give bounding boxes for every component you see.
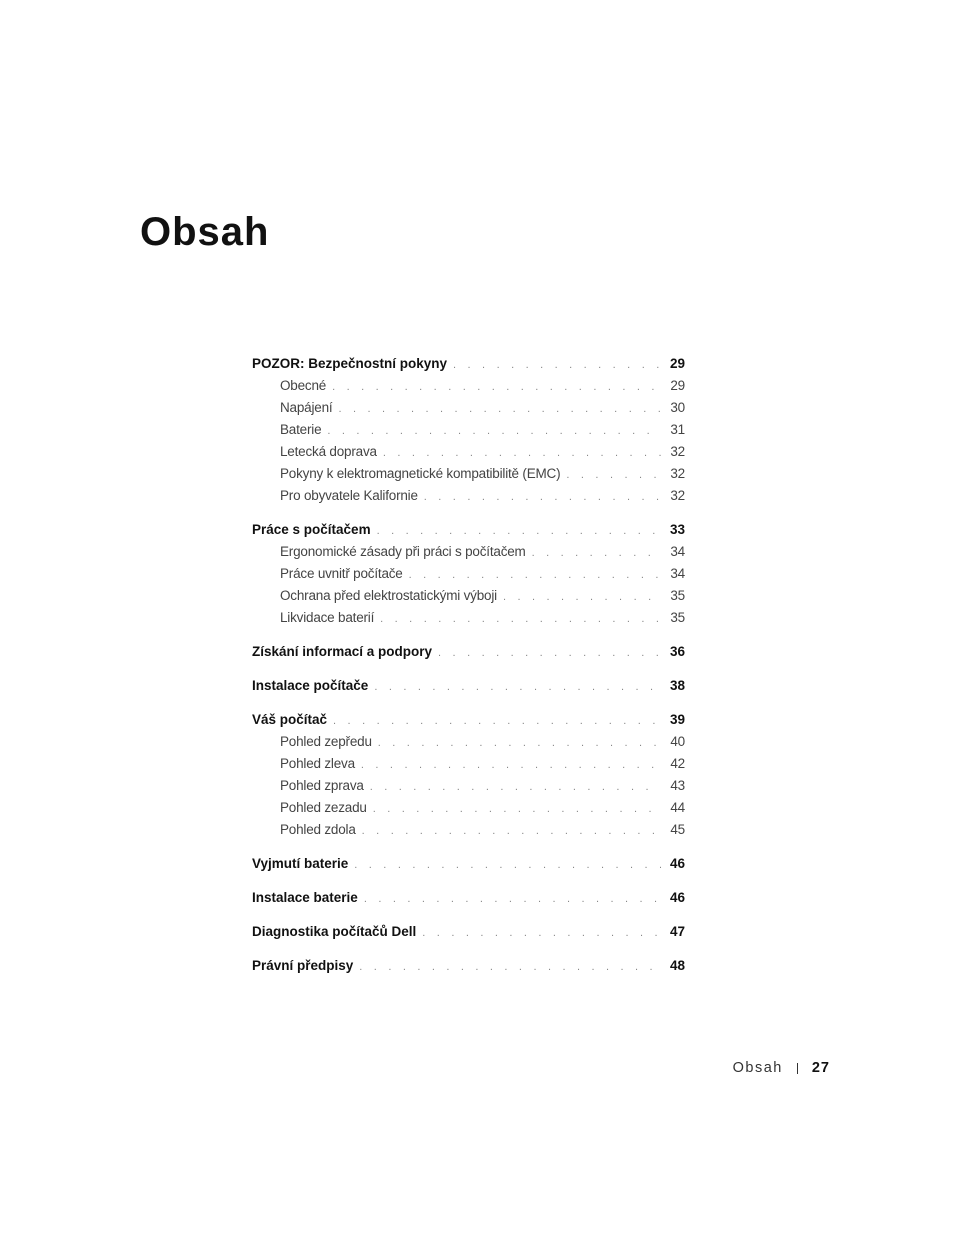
toc-entry-label: Pokyny k elektromagnetické kompatibilitě (EMC): [280, 466, 561, 481]
footer-separator: [797, 1063, 798, 1074]
toc-entry-minor[interactable]: [252, 441, 685, 463]
dot-leader: [409, 564, 661, 586]
toc-entry-page-number: 44: [670, 800, 685, 815]
toc-entry-minor[interactable]: [252, 731, 685, 753]
dot-leader: [377, 520, 661, 542]
toc-entry-page-number: 39: [669, 712, 685, 727]
dot-leader: [503, 586, 661, 608]
page-title: Obsah: [140, 210, 270, 254]
toc-section: [252, 887, 685, 909]
toc-entry-page-number: 29: [670, 378, 685, 393]
dot-leader: [383, 442, 661, 464]
toc-entry-page-number: 38: [669, 678, 685, 693]
toc-section: [252, 921, 685, 943]
toc-entry-major[interactable]: [252, 887, 685, 909]
toc-entry-minor[interactable]: [252, 397, 685, 419]
toc-entry-label: Pohled zprava: [280, 778, 364, 793]
dot-leader: [327, 420, 661, 442]
toc-entry-page-number: 33: [669, 522, 685, 537]
toc-entry-label: Ochrana před elektrostatickými výboji: [280, 588, 497, 603]
toc-entry-minor[interactable]: [252, 563, 685, 585]
toc-section: [252, 519, 685, 629]
toc-entry-page-number: 32: [670, 488, 685, 503]
dot-leader: [333, 710, 661, 732]
toc-entry-major[interactable]: [252, 853, 685, 875]
toc-entry-major[interactable]: [252, 955, 685, 977]
toc-entry-minor[interactable]: [252, 375, 685, 397]
toc-entry-page-number: 30: [670, 400, 685, 415]
toc-entry-label: Práce uvnitř počítače: [280, 566, 403, 581]
toc-entry-minor[interactable]: [252, 607, 685, 629]
toc-entry-page-number: 46: [669, 856, 685, 871]
dot-leader: [374, 676, 661, 698]
toc-entry-page-number: 45: [670, 822, 685, 837]
toc-entry-minor[interactable]: [252, 463, 685, 485]
toc-entry-minor[interactable]: [252, 753, 685, 775]
toc-entry-label: Diagnostika počítačů Dell: [252, 924, 417, 939]
toc-entry-label: Ergonomické zásady při práci s počítačem: [280, 544, 526, 559]
toc-entry-page-number: 35: [670, 588, 685, 603]
toc-entry-label: Pohled zleva: [280, 756, 355, 771]
toc-entry-label: Instalace počítače: [252, 678, 369, 693]
toc-entry-label: Baterie: [280, 422, 322, 437]
toc-entry-page-number: 31: [670, 422, 685, 437]
dot-leader: [373, 798, 661, 820]
toc-entry-major[interactable]: [252, 921, 685, 943]
table-of-contents: [252, 353, 685, 989]
dot-leader: [422, 922, 661, 944]
toc-entry-page-number: 34: [670, 566, 685, 581]
dot-leader: [362, 820, 661, 842]
toc-entry-label: Získání informací a podpory: [252, 644, 433, 659]
toc-entry-label: Napájení: [280, 400, 333, 415]
dot-leader: [332, 376, 661, 398]
dot-leader: [438, 642, 661, 664]
toc-section: [252, 709, 685, 841]
dot-leader: [566, 464, 661, 486]
dot-leader: [424, 486, 661, 508]
toc-section: [252, 675, 685, 697]
footer-page-number: 27: [811, 1060, 830, 1076]
dot-leader: [364, 888, 661, 910]
toc-entry-label: Pohled zepředu: [280, 734, 372, 749]
toc-entry-label: Právní předpisy: [252, 958, 354, 973]
footer-section-label: Obsah: [732, 1060, 783, 1076]
toc-entry-minor[interactable]: [252, 541, 685, 563]
toc-section: [252, 955, 685, 977]
toc-entry-minor[interactable]: [252, 819, 685, 841]
toc-entry-page-number: 36: [669, 644, 685, 659]
toc-entry-page-number: 48: [669, 958, 685, 973]
toc-entry-major[interactable]: [252, 709, 685, 731]
dot-leader: [532, 542, 661, 564]
dot-leader: [361, 754, 661, 776]
dot-leader: [338, 398, 661, 420]
toc-section: [252, 641, 685, 663]
toc-entry-major[interactable]: [252, 675, 685, 697]
toc-entry-label: Obecné: [280, 378, 327, 393]
toc-entry-label: Váš počítač: [252, 712, 328, 727]
toc-entry-minor[interactable]: [252, 797, 685, 819]
dot-leader: [453, 354, 661, 376]
toc-entry-minor[interactable]: [252, 775, 685, 797]
toc-entry-page-number: 29: [669, 356, 685, 371]
toc-entry-label: Práce s počítačem: [252, 522, 371, 537]
toc-entry-page-number: 32: [670, 444, 685, 459]
toc-entry-label: POZOR: Bezpečnostní pokyny: [252, 356, 448, 371]
toc-entry-major[interactable]: [252, 519, 685, 541]
toc-entry-label: Pro obyvatele Kalifornie: [280, 488, 418, 503]
dot-leader: [354, 854, 661, 876]
dot-leader: [380, 608, 661, 630]
toc-entry-page-number: 34: [670, 544, 685, 559]
toc-entry-label: Letecká doprava: [280, 444, 377, 459]
dot-leader: [378, 732, 661, 754]
toc-entry-page-number: 43: [670, 778, 685, 793]
toc-entry-major[interactable]: [252, 641, 685, 663]
toc-entry-minor[interactable]: [252, 585, 685, 607]
toc-entry-label: Pohled zdola: [280, 822, 356, 837]
toc-entry-major[interactable]: [252, 353, 685, 375]
toc-entry-page-number: 35: [670, 610, 685, 625]
toc-entry-minor[interactable]: [252, 485, 685, 507]
toc-entry-page-number: 40: [670, 734, 685, 749]
dot-leader: [359, 956, 661, 978]
dot-leader: [370, 776, 661, 798]
page-footer: [733, 1060, 830, 1076]
toc-entry-label: Pohled zezadu: [280, 800, 367, 815]
toc-entry-page-number: 42: [670, 756, 685, 771]
toc-entry-label: Instalace baterie: [252, 890, 358, 905]
toc-entry-label: Vyjmutí baterie: [252, 856, 349, 871]
toc-entry-page-number: 47: [669, 924, 685, 939]
toc-section: [252, 353, 685, 507]
toc-entry-page-number: 32: [670, 466, 685, 481]
toc-entry-minor[interactable]: [252, 419, 685, 441]
toc-section: [252, 853, 685, 875]
toc-entry-page-number: 46: [669, 890, 685, 905]
toc-entry-label: Likvidace baterií: [280, 610, 375, 625]
